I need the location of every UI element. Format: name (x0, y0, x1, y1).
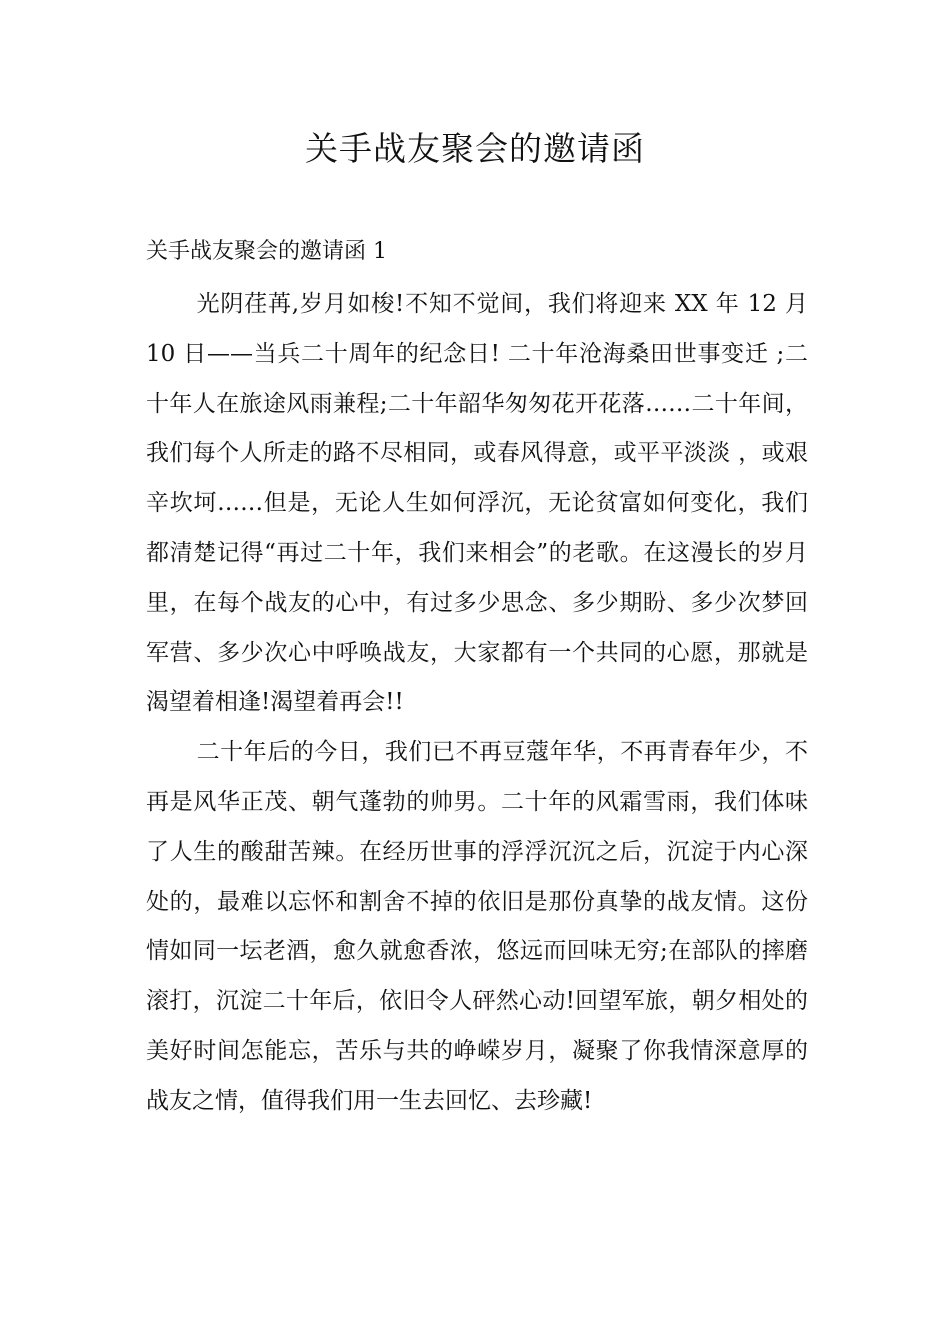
section-heading: 关手战友聚会的邀请函 1 (146, 239, 387, 264)
paragraph-1: 光阴荏苒,岁月如梭!不知不觉间，我们将迎来 XX 年 12 月 10 日——当兵二十周年的纪念日! 二十年沧海桑田世事变迁 ;二十年人在旅途风雨兼程;二十年韶华匆匆花开花落……二十年间，我们每个人所走的路不尽相同，或春风得意，或平平淡淡 ，或艰辛坎坷……但是，无论人生如何浮沉，无论贫富如何变化，我们都清楚记得“再过二十年，我们来相会”的老歌。在这漫长的岁月里，在每个战友的心中，有过多少思念、多少期盼、多少次梦回军营、多少次心中呼唤战友，大家都有一个共同的心愿，那就是渴望着相逢!渴望着再会!! (146, 291, 808, 716)
paragraph-2: 二十年后的今日，我们已不再豆蔻年华，不再青春年少，不再是风华正茂、朝气蓬勃的帅男。二十年的风霜雪雨，我们体味了人生的酸甜苦辣。在经历世事的浮浮沉沉之后，沉淀于内心深处的，最难以忘怀和割舍不掉的依旧是那份真挚的战友情。这份情如同一坛老酒，愈久就愈香浓，悠远而回味无穷;在部队的摔磨滚打，沉淀二十年后，依旧令人砰然心动!回望军旅，朝夕相处的美好时间怎能忘，苦乐与共的峥嵘岁月，凝聚了你我情深意厚的战友之情，值得我们用一生去回忆、去珍藏! (146, 739, 808, 1114)
document-body (146, 280, 808, 1127)
document-title: 关手战友聚会的邀请函 (305, 129, 645, 168)
